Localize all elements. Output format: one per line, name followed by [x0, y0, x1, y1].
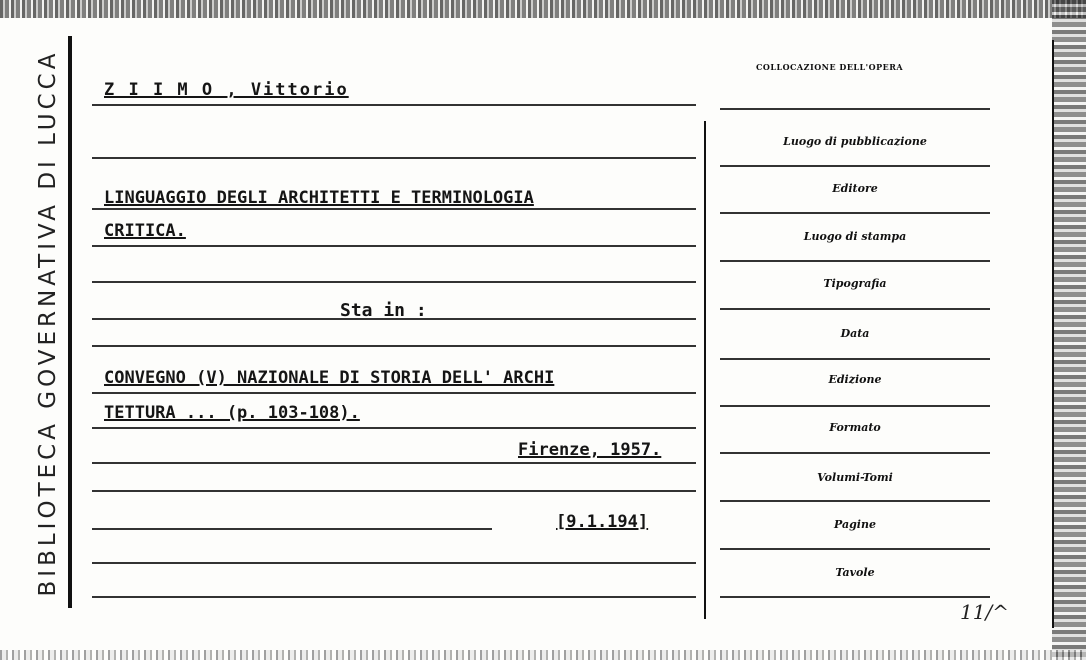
scan-noise-bottom	[0, 650, 1086, 660]
field-rule	[720, 452, 990, 454]
field-rule	[720, 260, 990, 262]
scan-noise-top	[0, 0, 1086, 18]
title-line-1: LINGUAGGIO DEGLI ARCHITETTI E TERMINOLOGIA	[104, 188, 534, 208]
author-name: Z I I M O , Vittorio	[104, 80, 349, 100]
field-luogo-pubblicazione: Luogo di pubblicazione	[783, 135, 927, 148]
ruled-line	[92, 562, 696, 564]
title-line-2: CRITICA.	[104, 221, 186, 241]
place-date: Firenze, 1957.	[518, 440, 662, 460]
scan-noise-right	[1052, 0, 1086, 660]
library-name: BIBLIOTECA GOVERNATIVA DI LUCCA	[35, 49, 61, 597]
field-tipografia: Tipografia	[823, 277, 887, 290]
field-rule	[720, 165, 990, 167]
field-rule	[720, 548, 990, 550]
field-pagine: Pagine	[834, 518, 876, 531]
field-rule	[720, 405, 990, 407]
field-data: Data	[840, 327, 870, 340]
collocazione-heading: COLLOCAZIONE DELL'OPERA	[756, 62, 904, 72]
field-rule	[720, 212, 990, 214]
ruled-line	[92, 104, 696, 106]
ruled-line	[92, 528, 492, 530]
field-tavole: Tavole	[835, 566, 875, 579]
ruled-line	[720, 108, 990, 110]
field-rule	[720, 596, 990, 598]
ruled-line	[92, 490, 696, 492]
handwritten-mark: 11/^	[960, 600, 1009, 624]
source-line-2: TETTURA ... (p. 103-108).	[104, 403, 360, 423]
sta-in-label: Sta in :	[340, 300, 427, 321]
ruled-line	[92, 157, 696, 159]
field-rule	[720, 500, 990, 502]
source-line-1: CONVEGNO (V) NAZIONALE DI STORIA DELL' ARCHI	[104, 368, 555, 388]
collocazione-box-left	[704, 121, 706, 619]
shelf-mark: [9.1.194]	[556, 512, 649, 532]
field-luogo-stampa: Luogo di stampa	[803, 230, 907, 243]
collocazione-box-right	[1052, 40, 1054, 628]
ruled-line	[92, 462, 696, 464]
field-rule	[720, 358, 990, 360]
ruled-line	[92, 208, 696, 210]
field-rule	[720, 308, 990, 310]
ruled-line	[92, 245, 696, 247]
field-edizione: Edizione	[828, 373, 882, 386]
ruled-line	[92, 345, 696, 347]
field-editore: Editore	[832, 182, 878, 195]
ruled-line	[92, 281, 696, 283]
field-formato: Formato	[829, 421, 881, 434]
ruled-line	[92, 392, 696, 394]
margin-bar	[68, 36, 72, 608]
ruled-line	[92, 596, 696, 598]
ruled-line	[92, 427, 696, 429]
field-volumi-tomi: Volumi-Tomi	[817, 471, 893, 484]
